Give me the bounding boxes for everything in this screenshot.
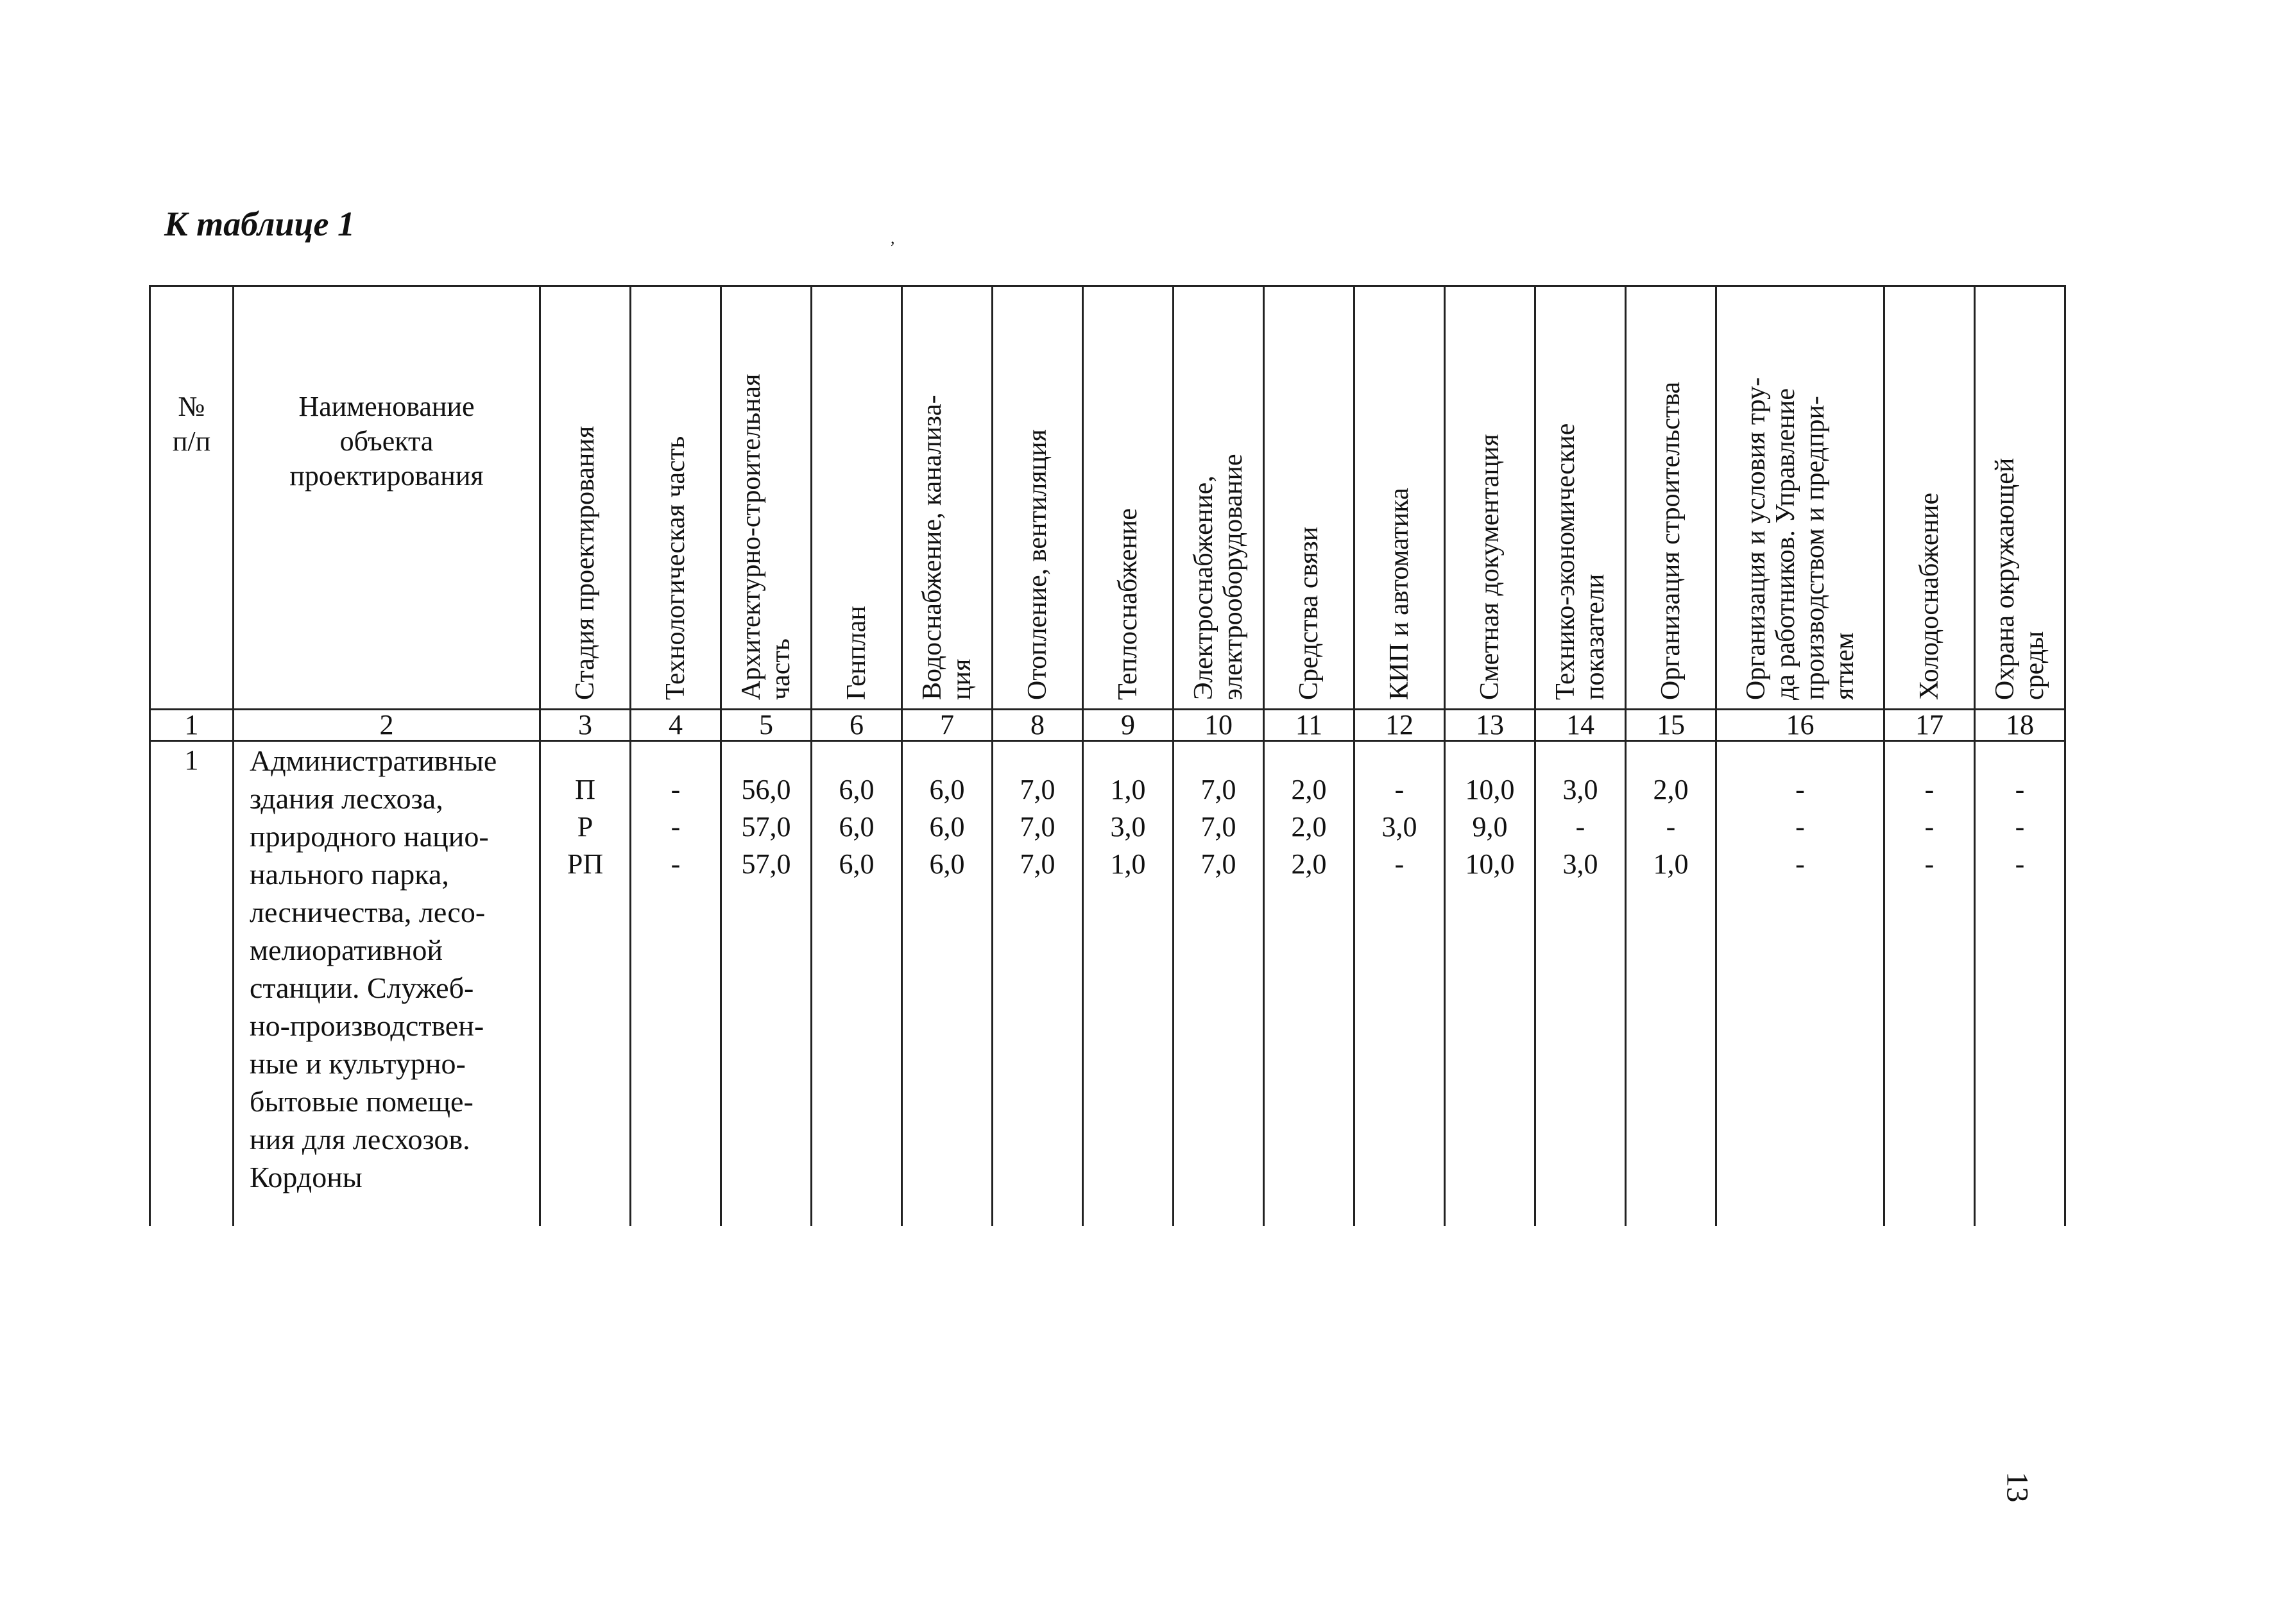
value-cell [1975,741,2065,1226]
column-number: 14 [1535,710,1626,741]
value-cell [721,741,812,1226]
column-number: 5 [721,710,812,741]
stage-value: РП [567,848,604,880]
header-communications: Средства связи [1264,286,1354,710]
column-number: 3 [540,710,631,741]
cell-value: - [2015,774,2025,805]
cell-value: 6,0 [839,848,875,880]
header-estimate: Сметная документация [1445,286,1535,710]
value-cell [1716,741,1884,1226]
cell-value: 7,0 [1020,774,1055,805]
column-number: 13 [1445,710,1535,741]
header-environment: Охрана окружающей среды [1975,286,2065,710]
cell-value: - [1394,774,1405,805]
table-caption: К таблице 1 [164,205,355,243]
cell-value: 10,0 [1465,774,1515,805]
cell-value: - [670,848,681,880]
value-cell [812,741,902,1226]
cell-value: 6,0 [839,811,875,842]
value-cell [993,741,1083,1226]
header-object-name: Наименование объекта проектирования [234,286,540,710]
cell-value: 1,0 [1653,848,1689,880]
value-cell [1083,741,1174,1226]
value-cell [1626,741,1716,1226]
column-number: 12 [1354,710,1445,741]
column-number: 11 [1264,710,1354,741]
cell-value: 57,0 [741,848,791,880]
stage-value: Р [577,811,594,842]
design-cost-table [149,285,2066,1226]
column-number: 10 [1174,710,1264,741]
cell-value: - [1666,811,1676,842]
cell-value: 7,0 [1020,848,1055,880]
header-tech-economic: Технико-экономические показатели [1535,286,1626,710]
cell-value: 6,0 [929,811,965,842]
column-number: 2 [234,710,540,741]
cell-value: 10,0 [1465,848,1515,880]
cell-value: 3,0 [1110,811,1146,842]
cell-value: 3,0 [1562,848,1598,880]
value-cell [631,741,721,1226]
cell-value: 9,0 [1472,811,1508,842]
cell-value: - [2015,848,2025,880]
value-cell [1884,741,1975,1226]
cell-value: 7,0 [1200,774,1236,805]
cell-value: - [1575,811,1585,842]
column-number: 18 [1975,710,2065,741]
column-number: 4 [631,710,721,741]
header-stage: Стадия проектирования [540,286,631,710]
cell-value: 3,0 [1381,811,1417,842]
cell-value: - [1795,811,1805,842]
header-labor-management: Организация и условия тру- да работников. Управление производством и предпри- ятием [1716,286,1884,710]
column-number: 9 [1083,710,1174,741]
header-general-plan: Генплан [812,286,902,710]
header-heat-supply: Теплоснабжение [1083,286,1174,710]
cell-value: 6,0 [839,774,875,805]
page-number: 13 [2000,1471,2035,1503]
header-row [150,286,2065,710]
header-row-number: № п/п [150,286,234,710]
scan-speck: , [891,228,895,247]
header-instrumentation: КИП и автоматика [1354,286,1445,710]
cell-value: 2,0 [1291,811,1327,842]
object-name: Административные здания лесхоза, природного нацио- нального парка, лесничества, лесо- мелиоративной станции. Служеб- но-производствен- ные и культурно- бытовые помеще- ния для лесхозов. Кордоны [234,741,540,1226]
value-cell [902,741,993,1226]
column-number: 16 [1716,710,1884,741]
value-cell [1354,741,1445,1226]
cell-value: 56,0 [741,774,791,805]
cell-value: - [670,811,681,842]
value-cell [1445,741,1535,1226]
value-cell [1174,741,1264,1226]
cell-value: - [1795,774,1805,805]
column-number: 15 [1626,710,1716,741]
cell-value: - [670,774,681,805]
cell-value: 7,0 [1200,811,1236,842]
header-technology: Технологическая часть [631,286,721,710]
value-cell [1535,741,1626,1226]
cell-value: - [1924,774,1935,805]
cell-value: - [1924,848,1935,880]
column-number: 1 [150,710,234,741]
value-cell [1264,741,1354,1226]
cell-value: 57,0 [741,811,791,842]
cell-value: 7,0 [1020,811,1055,842]
row-number: 1 [150,741,234,1226]
cell-value: 6,0 [929,774,965,805]
cell-value: 2,0 [1291,774,1327,805]
cell-value: 7,0 [1200,848,1236,880]
cell-value: - [1795,848,1805,880]
header-cold-supply: Холодоснабжение [1884,286,1975,710]
cell-value: 2,0 [1653,774,1689,805]
column-number: 6 [812,710,902,741]
header-heating-ventilation: Отопление, вентиляция [993,286,1083,710]
cell-value: - [2015,811,2025,842]
header-construction-org: Организация строительства [1626,286,1716,710]
header-power-supply: Электроснабжение, электрооборудование [1174,286,1264,710]
cell-value: 6,0 [929,848,965,880]
cell-value: 3,0 [1562,774,1598,805]
cell-value: - [1394,848,1405,880]
cell-value: - [1924,811,1935,842]
header-architecture: Архитектурно-строительная часть [721,286,812,710]
column-number-row [150,710,2065,741]
stage-cell [540,741,631,1226]
column-number: 7 [902,710,993,741]
cell-value: 1,0 [1110,774,1146,805]
stage-value: П [575,774,595,805]
header-water-supply: Водоснабжение, канализа- ция [902,286,993,710]
column-number: 17 [1884,710,1975,741]
table-row [150,741,2065,1226]
column-number: 8 [993,710,1083,741]
cell-value: 1,0 [1110,848,1146,880]
cell-value: 2,0 [1291,848,1327,880]
